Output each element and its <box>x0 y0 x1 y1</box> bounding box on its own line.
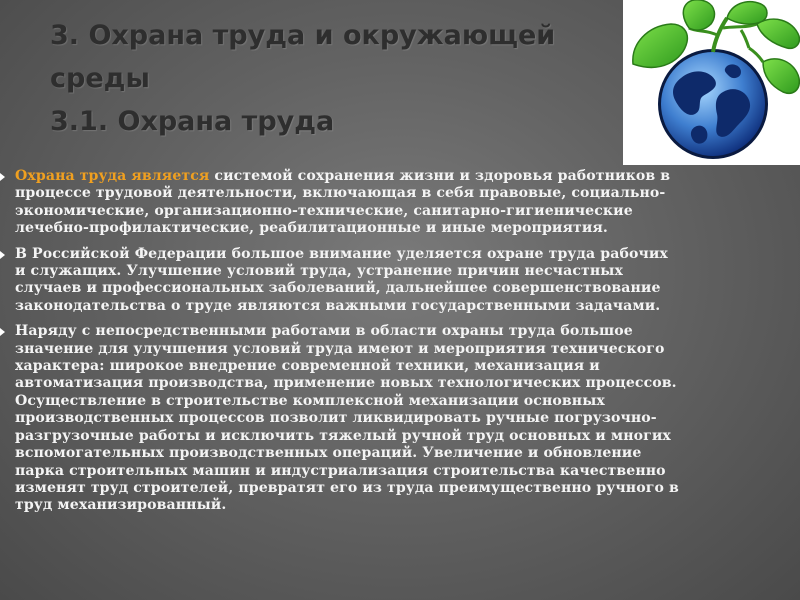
paragraph-1 <box>0 168 800 238</box>
paragraph-line: Охрана труда является системой сохранения жизни и здоровья работников в <box>15 168 671 184</box>
highlighted-term: Охрана труда является <box>15 168 210 184</box>
paragraph-line: характера: широкое внедрение современной техники, механизация и <box>15 358 600 375</box>
title-line-3: 3.1. Охрана труда <box>50 106 335 137</box>
paragraph-2 <box>0 246 800 316</box>
paragraph-line: труд механизированный. <box>15 497 227 514</box>
paragraph-line: парка строительных машин и индустриализация строительства качественно <box>15 462 666 479</box>
paragraph-line: вспомогательных производственных операций. Увеличение и обновление <box>15 445 642 462</box>
paragraph-line: производственных процессов позволит ликвидировать ручные погрузочно- <box>15 410 657 427</box>
globe-with-leaves-icon <box>623 0 800 165</box>
paragraph-3 <box>0 323 800 514</box>
bullet-arrow-icon <box>0 173 5 181</box>
paragraph-line: и служащих. Улучшение условий труда, устранение причин несчастных <box>15 263 623 280</box>
slide-title <box>50 14 610 143</box>
paragraph-line: разгрузочные работы и исключить тяжелый ручной труд основных и многих <box>15 427 671 444</box>
paragraph-line: экономические, организационно-технические, санитарно-гигиенические <box>15 202 633 219</box>
bullet-arrow-icon <box>0 328 5 336</box>
paragraph-line: законодательства о труде являются важными государственными задачами. <box>15 297 661 314</box>
paragraph-line: случаев и профессиональных заболеваний, дальнейшее совершенствование <box>15 280 661 297</box>
title-line-2: среды <box>50 63 150 94</box>
paragraph-line: изменят труд строителей, превратят его из труда преимущественно ручного в <box>15 479 679 496</box>
paragraph-line: Осуществление в строительстве комплексной механизации основных <box>15 392 605 409</box>
title-line-1: 3. Охрана труда и окружающей <box>50 20 556 51</box>
paragraph-line: Наряду с непосредственными работами в области охраны труда большое <box>15 323 633 340</box>
paragraph-line: процессе трудовой деятельности, включающая в себя правовые, социально- <box>15 185 666 202</box>
bullet-arrow-icon <box>0 251 5 259</box>
slide-body <box>0 168 800 523</box>
paragraph-line: В Российской Федерации большое внимание уделяется охране труда рабочих <box>15 245 668 262</box>
paragraph-line: автоматизация производства, применение новых технологических процессов. <box>15 375 677 392</box>
paragraph-line: значение для улучшения условий труда имеют и мероприятия технического <box>15 340 665 357</box>
paragraph-line: лечебно-профилактические, реабилитационные и иные мероприятия. <box>15 220 608 237</box>
